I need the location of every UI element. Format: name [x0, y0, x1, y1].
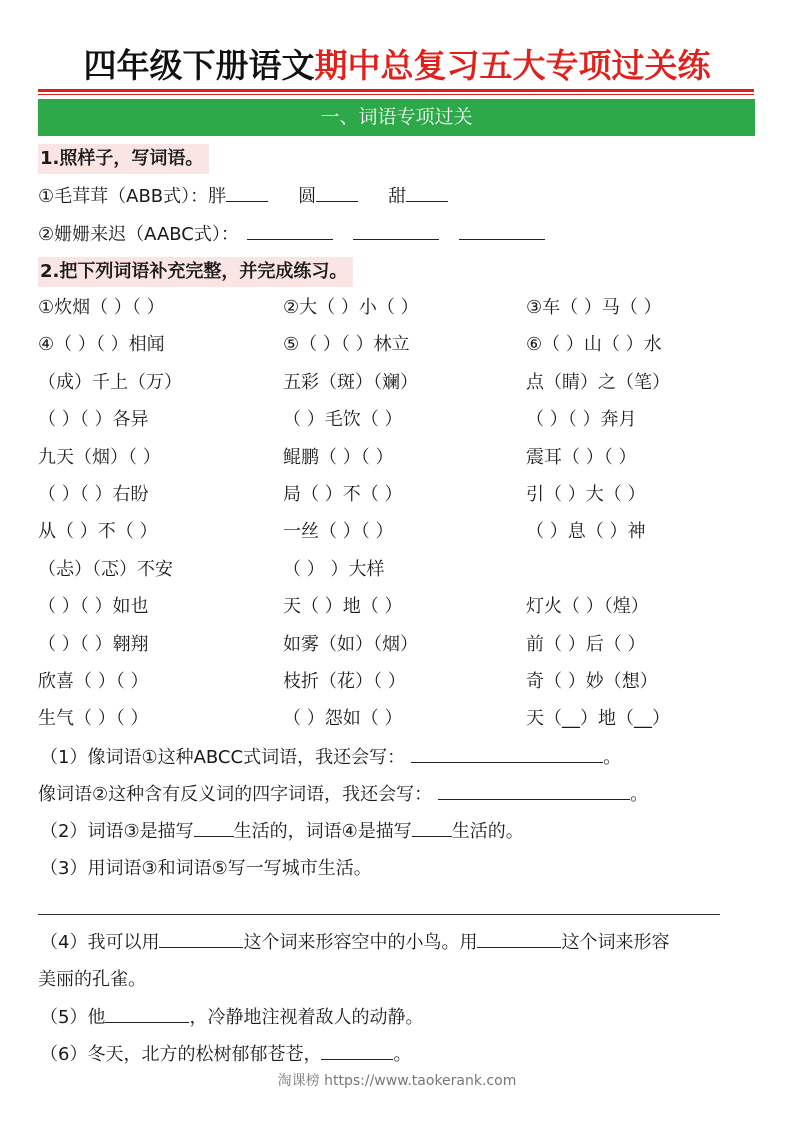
exercise-4: （4）我可以用 这个词来形容空中的小鸟。用 这个词来形容 [38, 929, 669, 957]
word-item[interactable]: 点（睛）之（笔） [526, 372, 670, 393]
word-item[interactable]: 如雾（如）（烟） [283, 634, 418, 655]
word-item[interactable]: 奇（ ）妙（想） [526, 671, 658, 692]
word-item[interactable]: 鲲鹏（ ）（ ） [283, 447, 394, 468]
word-item[interactable]: ③车（ ）马（ ） [526, 297, 662, 318]
word-item[interactable]: （ ）息（ ）神 [526, 521, 646, 542]
word-item[interactable]: （ ）（ ）右盼 [38, 484, 149, 505]
exercise-6: （6）冬天，北方的松树郁郁苍苍， 。 [38, 1041, 411, 1069]
exercise-1b: 像词语②这种含有反义词的四字词语，我还会写： 。 [38, 781, 648, 809]
answer-blank[interactable] [411, 744, 603, 763]
word-item[interactable]: ⑤（ ）（ ）林立 [283, 334, 410, 355]
word-item[interactable]: 天（ ）地（ ） [283, 596, 403, 617]
answer-blank[interactable] [438, 781, 630, 800]
word-item[interactable]: （ ）怨如（ ） [283, 708, 403, 729]
exercise-2: （2）词语③是描写 生活的，词语④是描写 生活的。 [38, 818, 524, 846]
word-item[interactable]: 生气（ ）（ ） [38, 708, 149, 729]
answer-blank[interactable] [105, 1004, 189, 1023]
word-item[interactable]: 天（__）地（__） [526, 708, 670, 729]
exercise-5: （5）他 ，冷静地注视着敌人的动静。 [38, 1004, 423, 1032]
word-item[interactable]: ①炊烟（ ）（ ） [38, 297, 165, 318]
word-item[interactable]: 震耳（ ）（ ） [526, 447, 637, 468]
answer-blank[interactable] [194, 818, 234, 837]
word-item[interactable]: 引（ ）大（ ） [526, 484, 646, 505]
answer-blank[interactable] [412, 818, 452, 837]
word-item[interactable]: ②大（ ）小（ ） [283, 297, 419, 318]
exercise-3: （3）用词语③和词语⑤写一写城市生活。 [40, 858, 372, 879]
word-item[interactable]: （ ） ）大样 [283, 559, 385, 580]
word-item[interactable]: （成）千上（万） [38, 372, 182, 393]
word-item[interactable]: （ ）（ ）翱翔 [38, 634, 149, 655]
word-item[interactable]: 欣喜（ ）（ ） [38, 671, 149, 692]
answer-blank[interactable] [316, 183, 358, 202]
exercise-1a: （1）像词语①这种ABCC式词语，我还会写： 。 [38, 744, 621, 772]
word-item[interactable]: 前（ ）后（ ） [526, 634, 646, 655]
q1-line-1: ①毛茸茸（ABB式）：胖 圆 甜 [38, 183, 448, 211]
answer-blank[interactable] [406, 183, 448, 202]
word-item[interactable]: 灯火（ ）（煌） [526, 596, 649, 617]
word-item[interactable]: ⑥（ ）山（ ）水 [526, 334, 662, 355]
answer-blank[interactable] [247, 221, 333, 240]
word-item[interactable]: （ ）（ ）如也 [38, 596, 149, 617]
page-footer: 淘课榜 https://www.taokerank.com [277, 1073, 517, 1089]
answer-blank[interactable] [353, 221, 439, 240]
answer-blank[interactable] [321, 1041, 393, 1060]
question-2-heading: 2.把下列词语补充完整，并完成练习。 [38, 257, 353, 287]
word-item[interactable]: 一丝（ ）（ ） [283, 521, 394, 542]
word-item[interactable]: （忐）（忑）不安 [38, 559, 173, 580]
section-banner: 一、词语专项过关 [38, 99, 755, 136]
word-item[interactable]: 局（ ）不（ ） [283, 484, 403, 505]
word-item[interactable]: （ ）（ ）奔月 [526, 409, 637, 430]
word-item[interactable]: ④（ ）（ ）相闻 [38, 334, 165, 355]
word-item[interactable]: 五彩（斑）（斓） [283, 372, 418, 393]
answer-blank[interactable] [226, 183, 268, 202]
title-rule-thin [38, 94, 754, 95]
exercise-4-cont: 美丽的孔雀。 [38, 969, 146, 990]
word-item[interactable]: 从（ ）不（ ） [38, 521, 158, 542]
title-rule-thick [38, 89, 754, 92]
answer-blank[interactable] [477, 929, 561, 948]
answer-line[interactable] [38, 914, 720, 915]
word-item[interactable]: （ ）（ ）各异 [38, 409, 149, 430]
word-item[interactable]: （ ）毛饮（ ） [283, 409, 403, 430]
answer-blank[interactable] [459, 221, 545, 240]
question-1-heading: 1.照样子，写词语。 [38, 144, 209, 174]
word-item[interactable]: 九天（烟）（ ） [38, 447, 161, 468]
q1-line-2: ②姗姗来迟（AABC式）： [38, 221, 545, 249]
word-item[interactable]: 枝折（花）（ ） [283, 671, 406, 692]
page-title: 四年级下册语文期中总复习五大专项过关练 [83, 46, 711, 85]
answer-blank[interactable] [159, 929, 243, 948]
